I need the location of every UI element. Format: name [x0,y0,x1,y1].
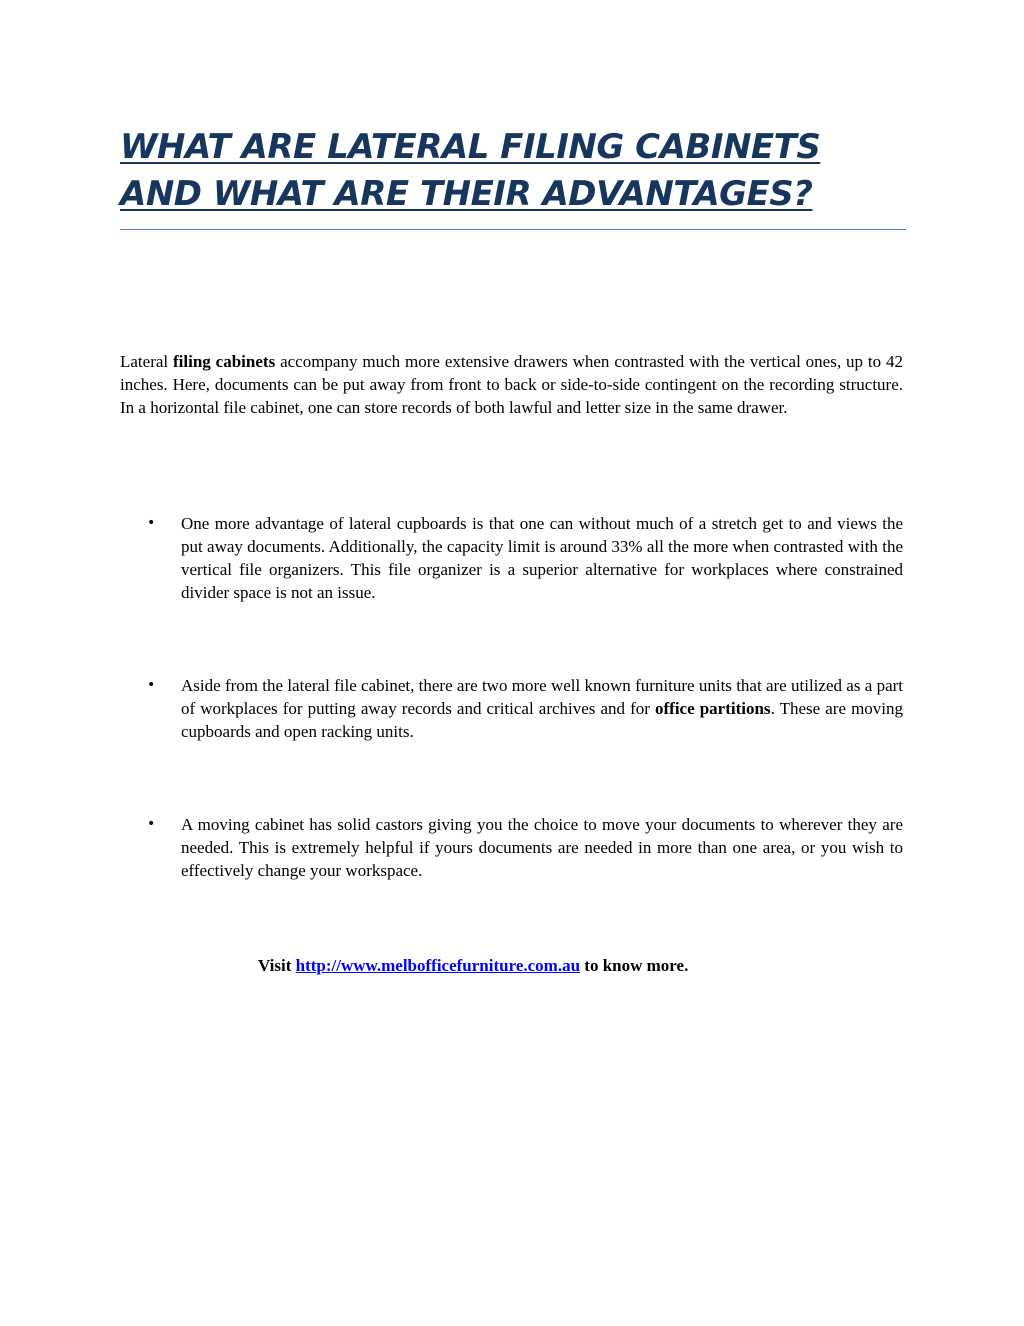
intro-text-start: Lateral [120,352,174,371]
list-item-text-start: Aside from the lateral file cabinet, there are two more well known furniture units that are utilized as a part of workplaces for putting away records and critical archives and for [181,676,903,718]
list-item-text: A moving cabinet has solid castors giving you the choice to move your documents to wherever they are needed. This is extremely helpful if yours documents are needed in more than one area, or you wish to effectively change your workspace. [181,815,903,880]
title-divider [120,229,906,230]
bullet-icon: • [147,677,156,693]
list-item-text: One more advantage of lateral cupboards is that one can without much of a stretch get to and views the put away documents. Additionally, the capacity limit is around 33% all the more when contrasted with the vertical file organizers. This file organizer is a superior alternative for workplaces where constrained divider space is not an issue. [181,514,903,602]
intro-bold-term: filing cabinets [173,352,276,371]
bullet-icon: • [147,515,156,531]
list-item-bold-term: office partitions [655,699,771,718]
intro-text-end: accompany much more extensive drawers when contrasted with the vertical ones, up to 42 inches. Here, documents can be put away from front to back or side-to-side contingent on the recording structure. In a horizontal file cabinet, one can store records of both lawful and letter size in the same drawer. [120,352,903,417]
visit-line [258,954,688,977]
page-title: WHAT ARE LATERAL FILING CABINETS AND WHAT ARE THEIR ADVANTAGES? [120,127,821,214]
bullet-icon: • [147,816,156,832]
visit-text-start: Visit [258,956,296,975]
visit-text-end: to know more. [580,956,689,975]
list-item-text-end: . These are moving cupboards and open racking units. [181,699,904,741]
website-link[interactable]: http://www.melbofficefurniture.com.au [295,956,581,975]
list-item-text [181,674,903,743]
intro-paragraph [120,350,903,419]
